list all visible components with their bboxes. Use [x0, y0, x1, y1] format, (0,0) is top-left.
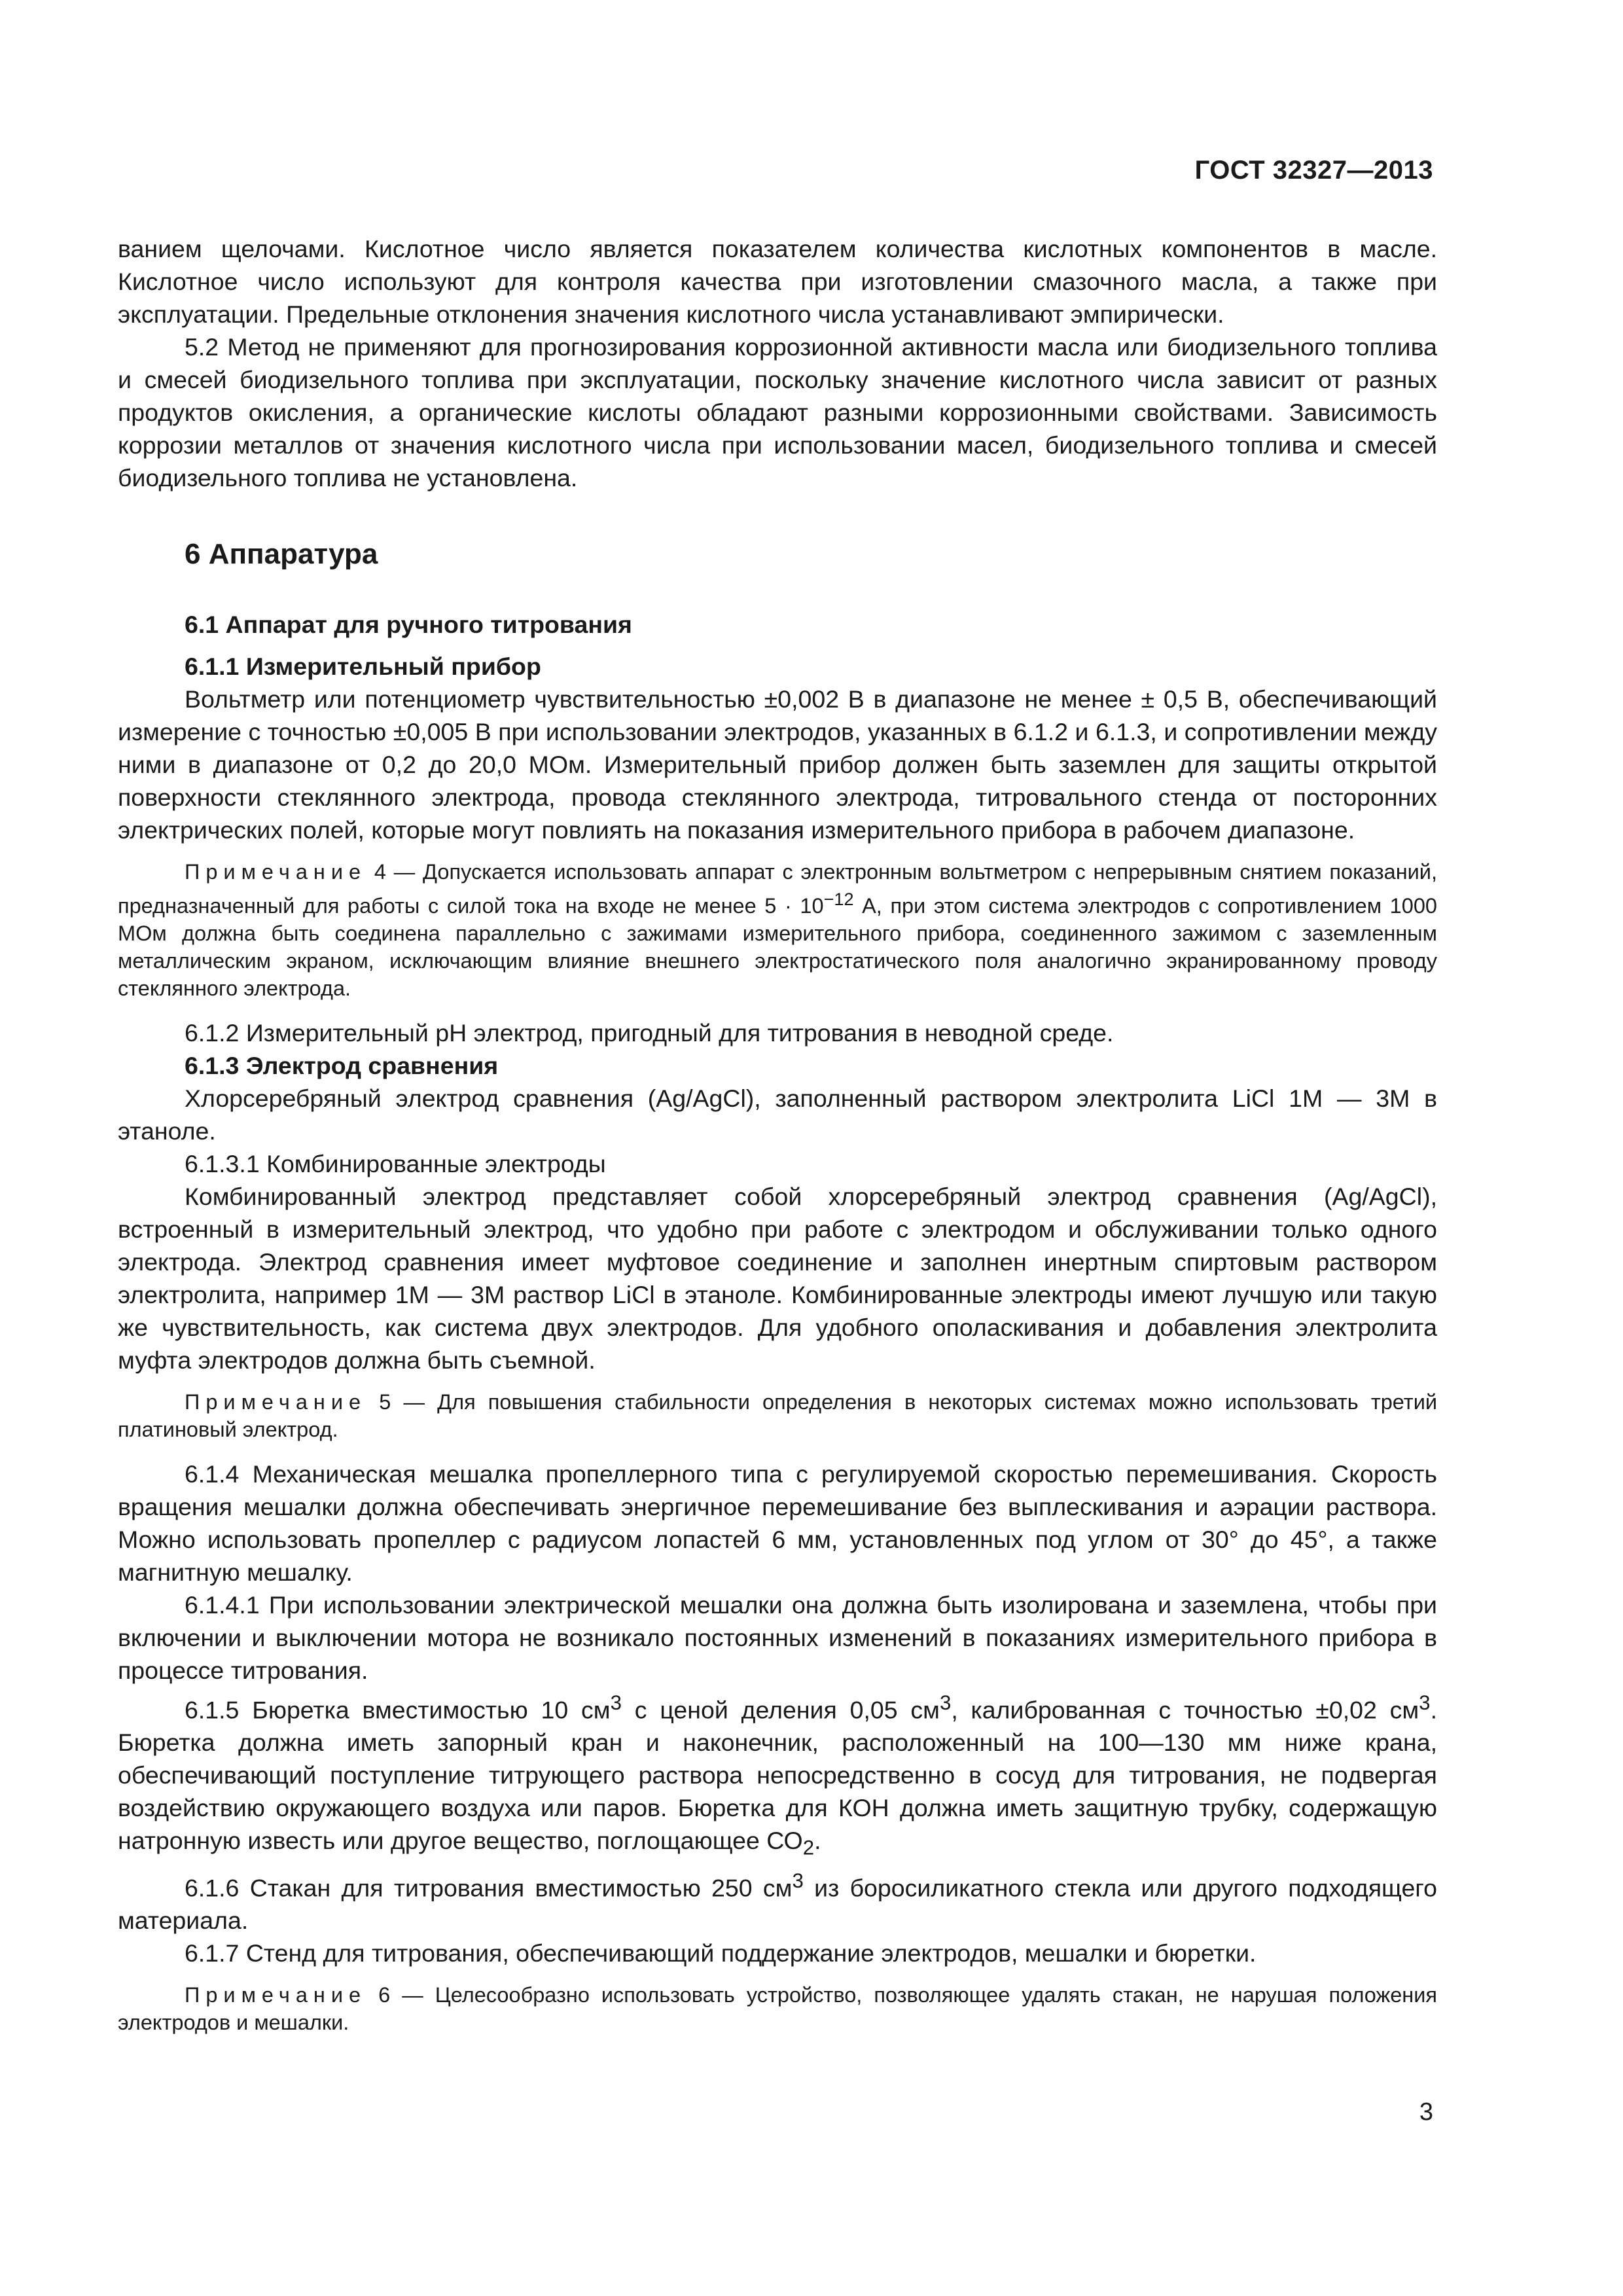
note-4-label: Примечание	[185, 860, 367, 884]
paragraph-6-1-3-1: Комбинированный электрод представляет собой хлорсеребряный электрод сравнения (Ag/AgCl), встроенный в измерительный электрод, что удобно при работе с электродом и обслуживании только одного электрода. Электрод сравнения имеет муфтовое соединение и заполнен инертным спиртовым раствором электролита, например 1М — 3М раствор LiCl в этаноле. Комбинированные электроды имеют лучшую или такую же чувствительность, как система двух электродов. Для удобного ополаскивания и добавления электролита муфта электродов должна быть съемной.	[118, 1182, 1437, 1374]
note-4	[118, 858, 1437, 1002]
superscript: 3	[939, 1691, 952, 1714]
paragraph-6-1-2: 6.1.2 Измерительный pH электрод, пригодный для титрования в неводной среде.	[185, 1018, 1114, 1047]
paragraph-6-1-4-1: 6.1.4.1 При использовании электрической мешалки она должна быть изолирована и заземлена, чтобы при включении и выключении мотора не возникало постоянных изменений в показаниях измерительного прибора в процессе титрования.	[118, 1590, 1437, 1684]
paragraph-6-1-3: Хлорсеребряный электрод сравнения (Ag/AgCl), заполненный раствором электролита LiCl 1M — 3M в этаноле.	[118, 1084, 1437, 1145]
page-content	[118, 232, 1437, 2051]
document-header: ГОСТ 32327—2013	[1194, 156, 1433, 185]
note-6-label: Примечание	[185, 1983, 367, 2007]
section-6-1-3-1-heading: 6.1.3.1 Комбинированные электроды	[185, 1149, 606, 1177]
paragraph-6-1-4: 6.1.4 Механическая мешалка пропеллерного типа с регулируемой скоростью перемешивания. Скорость вращения мешалки должна обеспечивать энергичное перемешивание без выплескивания и аэрации раствора. Можно использовать пропеллер с радиусом лопастей 6 мм, установленных под углом от 30° до 45°, а также магнитную мешалку.	[118, 1460, 1437, 1586]
paragraph-6-1-6	[118, 1865, 1437, 1937]
note-5-label: Примечание	[185, 1390, 367, 1414]
text-run: из боросиликатного стекла или другого подходящего материала.	[118, 1874, 1438, 1935]
note-4-text-a: 4 — Допускается использовать аппарат с электронным вольтметром с непрерывным снятием показаний, предназначенный для работы с силой тока на входе не менее 5 · 10	[118, 860, 1437, 918]
text-run: .	[814, 1827, 821, 1855]
superscript: 3	[792, 1869, 804, 1892]
text-run: с ценой деления 0,05 см	[621, 1696, 940, 1724]
note-4-exponent: −12	[823, 889, 854, 909]
text-run: , калиброванная с точностью ±0,02 см	[951, 1696, 1419, 1724]
subscript: 2	[802, 1836, 815, 1859]
text-run: . Бюретка должна иметь запорный кран и наконечник, расположенный на 100—130 мм ниже крана, обеспечивающий поступление титрующего раствора непосредственно в сосуд для титрования, не подвергая воздействию окружающего воздуха или паров. Бюретка для КОН должна иметь защитную трубку, содержащую натронную известь или другое вещество, поглощающее СО	[118, 1696, 1437, 1855]
section-6-1-3-heading: 6.1.3 Электрод сравнения	[185, 1051, 499, 1079]
superscript: 3	[610, 1691, 622, 1714]
text-run: 6.1.6 Стакан для титрования вместимостью 250 см	[185, 1874, 793, 1902]
paragraph-5-2: 5.2 Метод не применяют для прогнозирования коррозионной активности масла или биодизельного топлива и смесей биодизельного топлива при эксплуатации, поскольку значение кислотного числа зависит от разных продуктов окисления, а органические кислоты обладают разными коррозионными свойствами. Зависимость коррозии металлов от значения кислотного числа при использовании масел, биодизельного топлива и смесей биодизельного топлива не установлена.	[118, 333, 1437, 492]
section-6-1-heading: 6.1 Аппарат для ручного титрования	[185, 611, 632, 638]
paragraph-5-1-continued: ванием щелочами. Кислотное число является показателем количества кислотных компонентов в масле. Кислотное число используют для контроля качества при изготовлении смазочного масла, а также при эксплуатации. Предельные отклонения значения кислотного числа устанавливают эмпирически.	[118, 235, 1437, 328]
note-6	[118, 1981, 1437, 2036]
note-6-text: 6 — Целесообразно использовать устройство, позволяющее удалять стакан, не нарушая положения электродов и мешалки.	[118, 1983, 1437, 2035]
section-6-1-1-heading: 6.1.1 Измерительный прибор	[185, 653, 541, 680]
text-run: 6.1.5 Бюретка вместимостью 10 см	[185, 1696, 611, 1724]
note-5	[118, 1388, 1437, 1443]
paragraph-6-1-5	[118, 1687, 1437, 1865]
paragraph-6-1-1: Вольтметр или потенциометр чувствительностью ±0,002 В в диапазоне не менее ± 0,5 В, обеспечивающий измерение с точностью ±0,005 В при использовании электродов, указанных в 6.1.2 и 6.1.3, и сопротивлении между ними в диапазоне от 0,2 до 20,0 МОм. Измерительный прибор должен быть заземлен для защиты открытой поверхности стеклянного электрода, провода стеклянного электрода, титровального стенда от посторонних электрических полей, которые могут повлиять на показания измерительного прибора в рабочем диапазоне.	[118, 685, 1437, 844]
note-4-text-b: А, при этом система электродов с сопротивлением 1000 МОм должна быть соединена параллельно с зажимами измерительного прибора, соединенного зажимом с заземленным металлическим экраном, исключающим влияние внешнего электростатического поля аналогично экранированному проводу стеклянного электрода.	[118, 893, 1437, 1000]
section-6-heading: 6 Аппаратура	[185, 538, 378, 570]
paragraph-6-1-7: 6.1.7 Стенд для титрования, обеспечивающий поддержание электродов, мешалки и бюретки.	[185, 1939, 1257, 1967]
page-number: 3	[1419, 2098, 1433, 2126]
superscript: 3	[1419, 1691, 1431, 1714]
note-5-text: 5 — Для повышения стабильности определения в некоторых системах можно использовать третий платиновый электрод.	[118, 1390, 1437, 1441]
